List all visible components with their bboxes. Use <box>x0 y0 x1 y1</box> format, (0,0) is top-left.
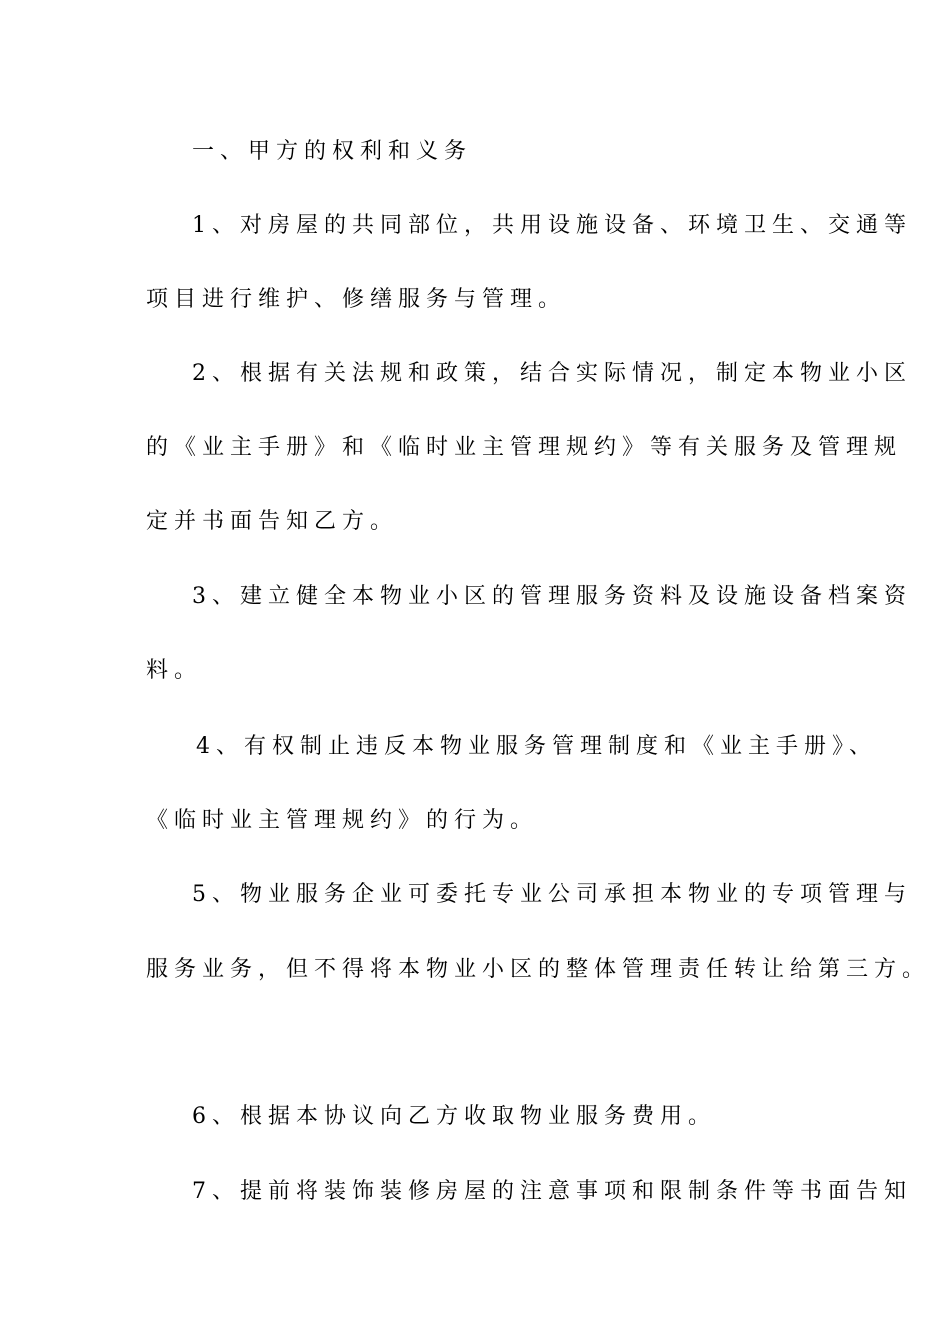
paragraph-line: 项目进行维护、修缮服务与管理。 <box>146 287 567 312</box>
paragraph-line: 4、有权制止违反本物业服务管理制度和《业主手册》、 <box>196 734 877 759</box>
paragraph-line: 5、物业服务企业可委托专业公司承担本物业的专项管理与 <box>192 882 912 907</box>
paragraph-line: 定并书面告知乙方。 <box>146 509 399 534</box>
paragraph-line: 料。 <box>146 658 203 683</box>
paragraph-line: 《临时业主管理规约》的行为。 <box>146 808 539 833</box>
paragraph-line: 服务业务，但不得将本物业小区的整体管理责任转让给第三方。 <box>146 957 931 982</box>
paragraph-line: 1、对房屋的共同部位，共用设施设备、环境卫生、交通等 <box>192 213 912 238</box>
paragraph-line: 3、建立健全本物业小区的管理服务资料及设施设备档案资 <box>192 584 912 609</box>
section-heading: 一、甲方的权利和义务 <box>192 139 473 164</box>
paragraph-line: 7、提前将装饰装修房屋的注意事项和限制条件等书面告知 <box>192 1179 912 1204</box>
paragraph-line: 2、根据有关法规和政策，结合实际情况，制定本物业小区 <box>192 361 912 386</box>
paragraph-line: 6、根据本协议向乙方收取物业服务费用。 <box>192 1104 716 1129</box>
paragraph-line: 的《业主手册》和《临时业主管理规约》等有关服务及管理规 <box>146 435 903 460</box>
